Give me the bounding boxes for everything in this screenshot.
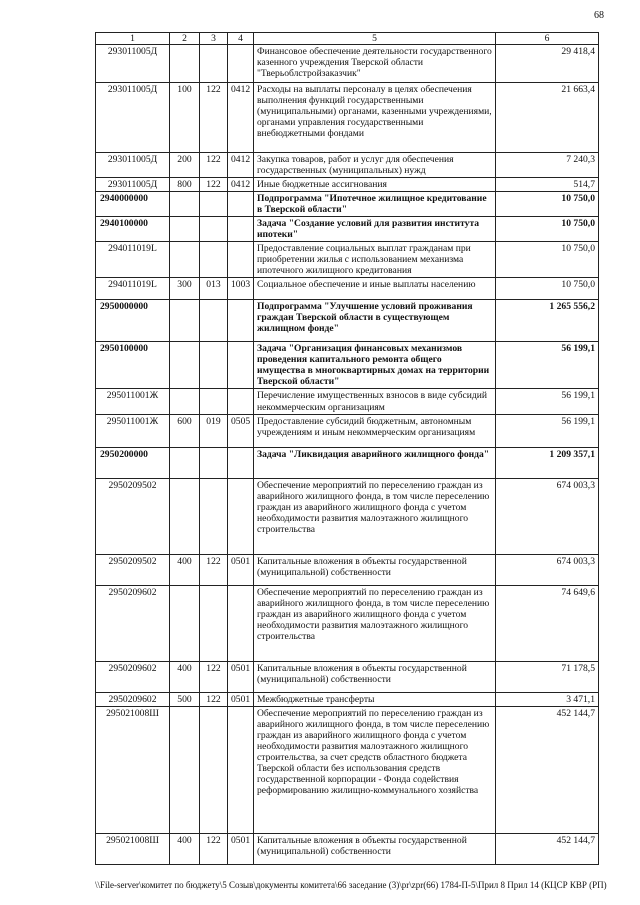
amount-cell: 56 199,1 [496, 342, 599, 389]
item-name-cell: Подпрограмма "Ипотечное жилищное кредитование в Тверской области" [254, 192, 496, 217]
amount-cell: 674 003,3 [496, 554, 599, 585]
amount-cell: 674 003,3 [496, 478, 599, 554]
gr-code-cell [200, 192, 228, 217]
amount-cell: 21 663,4 [496, 83, 599, 153]
item-name-cell: Предоставление социальных выплат гражданам при приобретении жилья с использованием механизма ипотечного жилищного кредитования [254, 242, 496, 278]
kvr-code-cell: 200 [170, 153, 200, 178]
gr-code-cell [200, 217, 228, 242]
kcsr-code-cell: 2940100000 [96, 217, 170, 242]
table-row [96, 554, 599, 585]
table-row [96, 692, 599, 706]
table-row [96, 389, 599, 414]
table-row [96, 192, 599, 217]
kcsr-code-cell: 2950209602 [96, 692, 170, 706]
kvr-code-cell [170, 478, 200, 554]
amount-cell: 3 471,1 [496, 692, 599, 706]
gr-code-cell: 122 [200, 692, 228, 706]
table-row [96, 585, 599, 661]
table-row [96, 661, 599, 692]
column-header: 4 [228, 33, 254, 45]
section-code-cell [228, 217, 254, 242]
gr-code-cell: 122 [200, 153, 228, 178]
gr-code-cell [200, 478, 228, 554]
kvr-code-cell [170, 217, 200, 242]
amount-cell: 56 199,1 [496, 414, 599, 447]
item-name-cell: Перечисление имущественных взносов в виде субсидий некоммерческим организациям [254, 389, 496, 414]
amount-cell: 10 750,0 [496, 242, 599, 278]
file-path-footer: \\File-server\комитет по бюджету\5 Созыв\документы комитета\66 заседание (3)\pr\zpr(66) 1784-П-5\Прил 8 Прил 14 (КЦСР КВР (РП) [95, 880, 607, 890]
column-header: 1 [96, 33, 170, 45]
kvr-code-cell [170, 447, 200, 478]
gr-code-cell: 122 [200, 661, 228, 692]
amount-cell: 1 209 357,1 [496, 447, 599, 478]
section-code-cell [228, 706, 254, 833]
gr-code-cell: 013 [200, 278, 228, 300]
section-code-cell [228, 342, 254, 389]
item-name-cell: Обеспечение мероприятий по переселению граждан из аварийного жилищного фонда, в том числе переселению граждан из аварийного жилищного фонда с учетом необходимости развития малоэтажного жилищного строительства, за счет средств областного бюджета Тверской области без использования средств государственной корпорации - Фонда содействия реформированию жилищно-коммунального хозяйства [254, 706, 496, 833]
kcsr-code-cell: 293011005Д [96, 178, 170, 192]
kvr-code-cell: 400 [170, 554, 200, 585]
section-code-cell: 0412 [228, 153, 254, 178]
section-code-cell: 0505 [228, 414, 254, 447]
table-row [96, 83, 599, 153]
column-header: 6 [496, 33, 599, 45]
kvr-code-cell [170, 389, 200, 414]
kcsr-code-cell: 2940000000 [96, 192, 170, 217]
kvr-code-cell: 300 [170, 278, 200, 300]
section-code-cell: 0501 [228, 661, 254, 692]
section-code-cell [228, 192, 254, 217]
item-name-cell: Капитальные вложения в объекты государственной (муниципальной) собственности [254, 833, 496, 864]
section-code-cell: 0501 [228, 833, 254, 864]
table-row [96, 342, 599, 389]
gr-code-cell [200, 45, 228, 83]
item-name-cell: Обеспечение мероприятий по переселению граждан из аварийного жилищного фонда, в том числе переселению граждан из аварийного жилищного фонда с учетом необходимости развития малоэтажного жилищного строительства [254, 585, 496, 661]
kcsr-code-cell: 295021008Ш [96, 833, 170, 864]
kcsr-code-cell: 295011001Ж [96, 414, 170, 447]
gr-code-cell: 122 [200, 554, 228, 585]
table-row [96, 414, 599, 447]
table-row [96, 278, 599, 300]
section-code-cell [228, 478, 254, 554]
item-name-cell: Задача "Ликвидация аварийного жилищного фонда" [254, 447, 496, 478]
item-name-cell: Обеспечение мероприятий по переселению граждан из аварийного жилищного фонда, в том числе переселению граждан из аварийного жилищного фонда с учетом необходимости развития малоэтажного жилищного строительства [254, 478, 496, 554]
gr-code-cell: 122 [200, 833, 228, 864]
kcsr-code-cell: 293011005Д [96, 45, 170, 83]
section-code-cell: 0501 [228, 554, 254, 585]
kcsr-code-cell: 2950209602 [96, 661, 170, 692]
gr-code-cell: 122 [200, 83, 228, 153]
kcsr-code-cell: 2950209502 [96, 554, 170, 585]
section-code-cell: 0501 [228, 692, 254, 706]
table-row [96, 242, 599, 278]
kvr-code-cell: 400 [170, 661, 200, 692]
amount-cell: 71 178,5 [496, 661, 599, 692]
table-row [96, 45, 599, 83]
table-row [96, 478, 599, 554]
kcsr-code-cell: 2950200000 [96, 447, 170, 478]
kcsr-code-cell: 295011001Ж [96, 389, 170, 414]
section-code-cell [228, 585, 254, 661]
kvr-code-cell [170, 242, 200, 278]
item-name-cell: Социальное обеспечение и иные выплаты населению [254, 278, 496, 300]
kvr-code-cell: 100 [170, 83, 200, 153]
table-header-row [96, 33, 599, 45]
section-code-cell: 0412 [228, 178, 254, 192]
kvr-code-cell [170, 585, 200, 661]
kvr-code-cell [170, 300, 200, 342]
amount-cell: 56 199,1 [496, 389, 599, 414]
kvr-code-cell: 600 [170, 414, 200, 447]
amount-cell: 10 750,0 [496, 217, 599, 242]
table-row [96, 706, 599, 833]
item-name-cell: Предоставление субсидий бюджетным, автономным учреждениям и иным некоммерческим организациям [254, 414, 496, 447]
kcsr-code-cell: 2950209602 [96, 585, 170, 661]
column-header: 5 [254, 33, 496, 45]
kcsr-code-cell: 293011005Д [96, 83, 170, 153]
table-row [96, 833, 599, 864]
section-code-cell [228, 389, 254, 414]
gr-code-cell [200, 706, 228, 833]
kvr-code-cell: 400 [170, 833, 200, 864]
gr-code-cell [200, 447, 228, 478]
kvr-code-cell: 800 [170, 178, 200, 192]
table-row [96, 153, 599, 178]
gr-code-cell [200, 389, 228, 414]
gr-code-cell: 122 [200, 178, 228, 192]
amount-cell: 29 418,4 [496, 45, 599, 83]
item-name-cell: Финансовое обеспечение деятельности государственного казенного учреждения Тверской области "Тверьоблстройзаказчик" [254, 45, 496, 83]
table-row [96, 447, 599, 478]
kvr-code-cell [170, 342, 200, 389]
item-name-cell: Иные бюджетные ассигнования [254, 178, 496, 192]
item-name-cell: Задача "Создание условий для развития института ипотеки" [254, 217, 496, 242]
kcsr-code-cell: 2950000000 [96, 300, 170, 342]
kcsr-code-cell: 2950209502 [96, 478, 170, 554]
item-name-cell: Капитальные вложения в объекты государственной (муниципальной) собственности [254, 554, 496, 585]
kcsr-code-cell: 294011019L [96, 278, 170, 300]
kcsr-code-cell: 295021008Ш [96, 706, 170, 833]
item-name-cell: Межбюджетные трансферты [254, 692, 496, 706]
amount-cell: 10 750,0 [496, 192, 599, 217]
item-name-cell: Закупка товаров, работ и услуг для обеспечения государственных (муниципальных) нужд [254, 153, 496, 178]
column-header: 3 [200, 33, 228, 45]
gr-code-cell [200, 342, 228, 389]
table-row [96, 300, 599, 342]
page-number: 68 [594, 10, 604, 21]
kcsr-code-cell: 2950100000 [96, 342, 170, 389]
amount-cell: 1 265 556,2 [496, 300, 599, 342]
item-name-cell: Капитальные вложения в объекты государственной (муниципальной) собственности [254, 661, 496, 692]
gr-code-cell [200, 300, 228, 342]
amount-cell: 74 649,6 [496, 585, 599, 661]
item-name-cell: Расходы на выплаты персоналу в целях обеспечения выполнения функций государственными (муниципальными) органами, казенными учреждениями, органами управления государственными внебюджетными фондами [254, 83, 496, 153]
item-name-cell: Подпрограмма "Улучшение условий проживания граждан Тверской области в существующем жилищном фонде" [254, 300, 496, 342]
amount-cell: 7 240,3 [496, 153, 599, 178]
amount-cell: 452 144,7 [496, 706, 599, 833]
kvr-code-cell: 500 [170, 692, 200, 706]
amount-cell: 452 144,7 [496, 833, 599, 864]
section-code-cell [228, 300, 254, 342]
section-code-cell [228, 447, 254, 478]
section-code-cell [228, 242, 254, 278]
gr-code-cell: 019 [200, 414, 228, 447]
kvr-code-cell [170, 192, 200, 217]
kcsr-code-cell: 293011005Д [96, 153, 170, 178]
amount-cell: 10 750,0 [496, 278, 599, 300]
kvr-code-cell [170, 45, 200, 83]
item-name-cell: Задача "Организация финансовых механизмов проведения капитального ремонта общего имущества в многоквартирных домах на территории Тверской области" [254, 342, 496, 389]
budget-table [95, 32, 599, 865]
section-code-cell [228, 45, 254, 83]
gr-code-cell [200, 585, 228, 661]
amount-cell: 514,7 [496, 178, 599, 192]
section-code-cell: 1003 [228, 278, 254, 300]
section-code-cell: 0412 [228, 83, 254, 153]
gr-code-cell [200, 242, 228, 278]
table-row [96, 178, 599, 192]
kcsr-code-cell: 294011019L [96, 242, 170, 278]
kvr-code-cell [170, 706, 200, 833]
column-header: 2 [170, 33, 200, 45]
table-row [96, 217, 599, 242]
